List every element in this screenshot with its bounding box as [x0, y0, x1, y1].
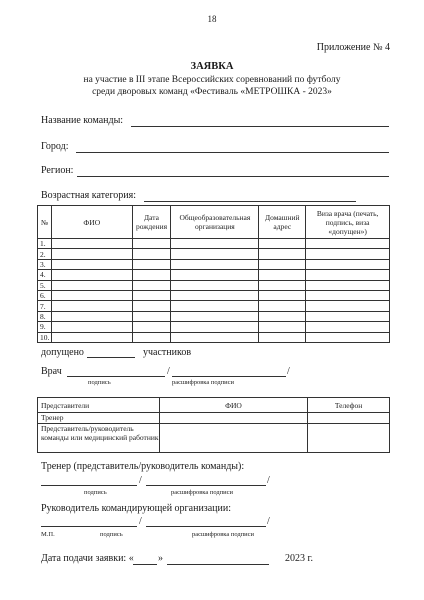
subtitle-line-1: на участие в III этапе Всероссийских соревнований по футболу: [83, 75, 341, 85]
coach-slash: /: [139, 475, 142, 486]
admitted-prefix: допущено: [41, 347, 84, 358]
row-number: 9.: [38, 322, 52, 332]
appendix-label: Приложение № 4: [316, 42, 390, 53]
doctor-label: Врач: [41, 366, 62, 377]
document-title: ЗАЯВКА: [190, 61, 234, 72]
col-school: Общеобразовательная организация: [171, 206, 259, 239]
coach-decoding-caption: расшифровка подписи: [171, 489, 234, 496]
submission-date-label: Дата подачи заявки: «: [41, 553, 134, 564]
submission-month-field[interactable]: [167, 564, 269, 565]
row-number: 3.: [38, 259, 52, 269]
coach-label: Тренер (представитель/руководитель команды):: [41, 461, 245, 472]
head-end-slash: /: [267, 516, 270, 527]
rep-manager-label: Представитель/руководитель команды или медицинский работник: [38, 424, 160, 453]
representatives-table: [37, 397, 390, 453]
col-name: ФИО: [51, 206, 132, 239]
col-representatives: Представители: [38, 398, 160, 413]
table-row: [38, 290, 390, 300]
table-row: [38, 259, 390, 269]
row-number: 5.: [38, 280, 52, 290]
col-address: Домашний адрес: [259, 206, 306, 239]
row-number: 4.: [38, 270, 52, 280]
city-field[interactable]: [76, 152, 389, 153]
stamp-caption: М.П.: [41, 531, 55, 538]
head-decoding-field[interactable]: [146, 526, 266, 527]
table-row: [38, 270, 390, 280]
age-category-field[interactable]: [144, 201, 356, 202]
col-doctor-visa: Виза врача (печать, подпись, виза «допущен»): [306, 206, 390, 239]
admitted-count-field[interactable]: [87, 357, 135, 358]
rep-coach-label: Тренер: [38, 413, 160, 424]
head-signature-caption: подпись: [100, 531, 123, 538]
doctor-signature-field[interactable]: [67, 376, 165, 377]
table-row: [38, 239, 390, 249]
coach-signature-caption: подпись: [84, 489, 107, 496]
submission-mid: »: [158, 553, 163, 564]
team-name-field[interactable]: [131, 126, 389, 127]
row-number: 8.: [38, 311, 52, 321]
doctor-end-slash: /: [287, 366, 290, 377]
table-row: [38, 332, 390, 342]
admitted-suffix: участников: [143, 347, 192, 358]
page-number: 18: [207, 14, 217, 24]
table-row: [38, 280, 390, 290]
doctor-decoding-caption: расшифровка подписи: [172, 379, 235, 386]
row-number: 7.: [38, 301, 52, 311]
coach-decoding-field[interactable]: [146, 485, 266, 486]
head-slash: /: [139, 516, 142, 527]
doctor-slash: /: [167, 366, 170, 377]
city-label: Город:: [41, 141, 69, 152]
region-label: Регион:: [41, 165, 74, 176]
coach-signature-field[interactable]: [41, 485, 137, 486]
head-signature-field[interactable]: [41, 526, 137, 527]
table-row: [38, 311, 390, 321]
team-name-label: Название команды:: [41, 115, 124, 126]
row-number: 10.: [38, 332, 52, 342]
table-row: [38, 413, 390, 424]
participants-table: [37, 205, 390, 343]
doctor-decoding-field[interactable]: [172, 376, 286, 377]
table-row: [38, 301, 390, 311]
row-number: 6.: [38, 290, 52, 300]
region-field[interactable]: [77, 176, 389, 177]
col-rep-name: ФИО: [159, 398, 307, 413]
coach-end-slash: /: [267, 475, 270, 486]
age-category-label: Возрастная категория:: [41, 190, 137, 201]
table-row: [38, 322, 390, 332]
table-row: [38, 249, 390, 259]
head-decoding-caption: расшифровка подписи: [192, 531, 255, 538]
col-birthdate: Дата рождения: [132, 206, 171, 239]
subtitle-line-2: среди дворовых команд «Фестиваль «МЕТРОШКА - 2023»: [92, 87, 332, 97]
row-number: 1.: [38, 239, 52, 249]
submission-year: 2023 г.: [285, 553, 313, 564]
row-number: 2.: [38, 249, 52, 259]
head-label: Руководитель командирующей организации:: [41, 503, 232, 514]
doctor-signature-caption: подпись: [88, 379, 111, 386]
table-row: [38, 424, 390, 453]
col-number: №: [38, 206, 52, 239]
col-phone: Телефон: [308, 398, 390, 413]
submission-day-field[interactable]: [133, 564, 157, 565]
